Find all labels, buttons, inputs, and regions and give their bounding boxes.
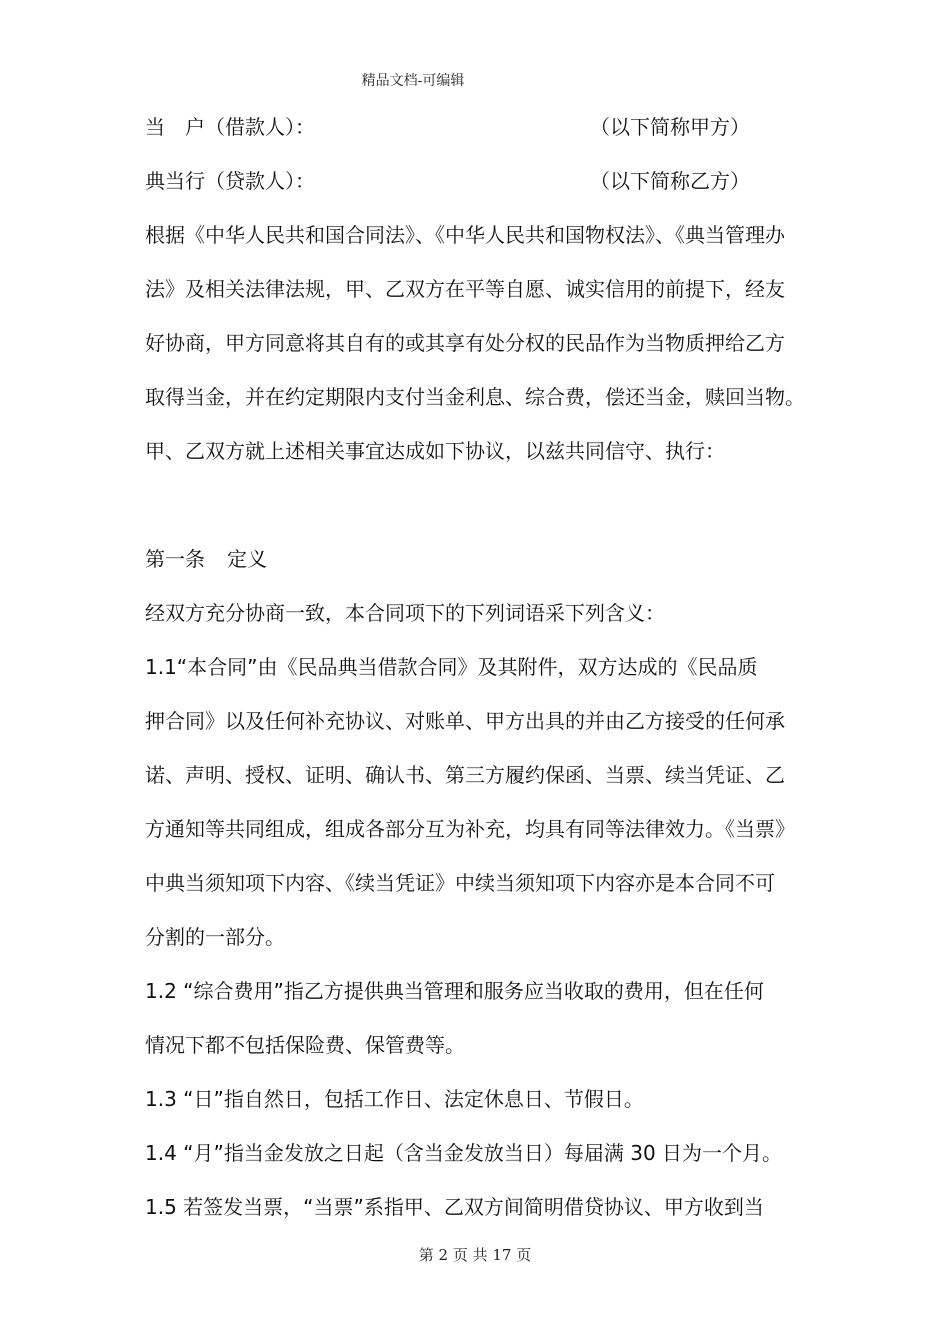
preamble-line: 取得当金，并在约定期限内支付当金利息、综合费，偿还当金，赎回当物。 bbox=[145, 385, 805, 409]
pawner-label: 当 户（借款人）： bbox=[145, 115, 315, 139]
pawner-note: （以下简称甲方） bbox=[590, 115, 750, 139]
preamble-line: 好协商，甲方同意将其自有的或其享有处分权的民品作为当物质押给乙方 bbox=[145, 331, 785, 355]
article-1-line: 1.4 “月”指当金发放之日起（含当金发放当日）每届满 30 日为一个月。 bbox=[145, 1141, 783, 1165]
article-1-intro: 经双方充分协商一致，本合同项下的下列词语采下列含义： bbox=[145, 601, 665, 625]
article-1-line: 诺、声明、授权、证明、确认书、第三方履约保函、当票、续当凭证、乙 bbox=[145, 763, 785, 787]
article-1-title: 定义 bbox=[227, 547, 267, 571]
article-1-line: 分割的一部分。 bbox=[145, 925, 285, 949]
preamble-line: 甲、乙双方就上述相关事宜达成如下协议，以兹共同信守、执行： bbox=[145, 439, 725, 463]
article-1-line: 方通知等共同组成，组成各部分互为补充，均具有同等法律效力。《当票》 bbox=[145, 817, 795, 841]
pawnshop-label: 典当行（贷款人）： bbox=[145, 169, 315, 193]
article-1-line: 1.1“本合同”由《民品典当借款合同》及其附件，双方达成的《民品质 bbox=[145, 655, 758, 679]
preamble-line: 法》及相关法律法规，甲、乙双方在平等自愿、诚实信用的前提下，经友 bbox=[145, 277, 785, 301]
pawner-line bbox=[145, 100, 810, 154]
preamble-line: 根据《中华人民共和国合同法》、《中华人民共和国物权法》、《典当管理办 bbox=[145, 223, 785, 247]
pawnshop-note: （以下简称乙方） bbox=[590, 169, 750, 193]
article-1-line: 情况下都不包括保险费、保管费等。 bbox=[145, 1033, 465, 1057]
paragraph-spacer bbox=[145, 478, 810, 532]
article-1-line: 1.5 若签发当票，“当票”系指甲、乙双方间简明借贷协议、甲方收到当 bbox=[145, 1195, 764, 1219]
article-1-number: 第一条 bbox=[145, 547, 205, 571]
document-body bbox=[145, 100, 810, 1234]
article-1-line: 押合同》以及任何补充协议、对账单、甲方出具的并由乙方接受的任何承 bbox=[145, 709, 785, 733]
page-header-watermark: 精品文档-可编辑 bbox=[361, 73, 465, 89]
article-1-line: 1.3 “日”指自然日，包括工作日、法定休息日、节假日。 bbox=[145, 1087, 644, 1111]
article-1-heading bbox=[145, 532, 810, 586]
article-1-line: 1.2 “综合费用”指乙方提供典当管理和服务应当收取的费用，但在任何 bbox=[145, 979, 764, 1003]
article-1-line: 中典当须知项下内容、《续当凭证》中续当须知项下内容亦是本合同不可 bbox=[145, 871, 775, 895]
pawnshop-line bbox=[145, 154, 810, 208]
page-number-footer: 第 2 页 共 17 页 bbox=[418, 1246, 532, 1264]
